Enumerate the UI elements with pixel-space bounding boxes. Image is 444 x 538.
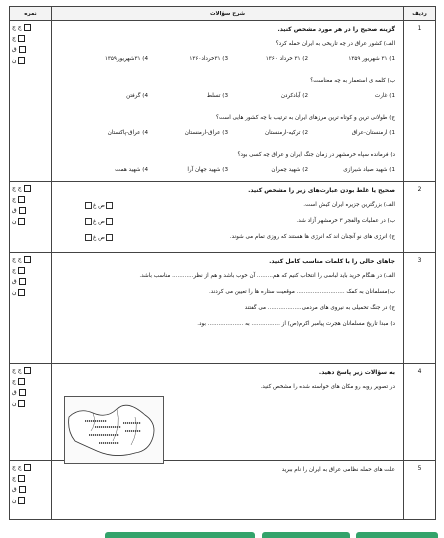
score-box — [10, 182, 52, 253]
true-false-checkboxes[interactable]: ص غ — [84, 234, 114, 242]
score-option[interactable]: ق — [12, 46, 26, 53]
checkbox-icon — [85, 234, 92, 241]
option[interactable]: 3) شهید جهان آرا — [187, 167, 228, 173]
question-row — [10, 364, 436, 461]
option[interactable]: 1) ارمنستان-عراق — [351, 130, 395, 136]
option[interactable]: 4) گرفتن — [126, 93, 148, 99]
option[interactable]: 3) عراق-ارمنستان — [184, 130, 228, 136]
fill-blank: الف) در هنگام خرید باید لباسی را انتخاب کنیم که هم......... آن خوب باشد و هم از نظر............ مناسب باشد. — [139, 273, 395, 279]
true-false-checkboxes[interactable]: ص غ — [84, 202, 114, 210]
score-option[interactable]: ج — [12, 475, 25, 482]
question-text: در تصویر روبه رو مکان های خواسته شده را مشخص کنید. — [260, 384, 395, 390]
option[interactable]: 2) شهید چمران — [271, 167, 308, 173]
score-option[interactable]: ن — [12, 289, 25, 296]
score-option[interactable]: ج — [12, 196, 25, 203]
question-text: علت های حمله نظامی عراق به ایران را نام ببرید — [281, 467, 395, 473]
question-row — [10, 253, 436, 364]
question-number: 3 — [404, 253, 436, 364]
header-radif: ردیف — [404, 7, 436, 21]
question-text: الف) کشور عراق در چه تاریخی به ایران حمله کرد؟ — [275, 41, 395, 47]
statement: ج) انرژی های نو آنچنان اند که انرژی ها هستند که روزی تمام می شوند. — [229, 234, 395, 240]
checkbox-icon — [106, 234, 113, 241]
question-text: ج) طولانی ترین و کوتاه ترین مرزهای ایران به ترتیب با چه کشور هایی است؟ — [216, 115, 395, 121]
question-title: صحیح یا غلط بودن عبارت‌های زیر را مشخص کنید. — [248, 187, 395, 194]
score-option[interactable]: ق — [12, 278, 26, 285]
option[interactable]: 4) ۳۱شهریور۱۳۵۹ — [104, 56, 148, 62]
question-title: جاهای خالی را با کلمات مناسب کامل کنید. — [269, 258, 395, 265]
option[interactable]: 4) شهید همت — [115, 167, 148, 173]
fill-blank: د) مبدا تاریخ مسلمانان هجرت پیامبر اکرم(ص) از ................ به .................... بود. — [197, 321, 395, 327]
score-box — [10, 364, 52, 461]
question-text: ب) کلمه ی استعمار به چه معناست؟ — [310, 78, 395, 84]
score-option[interactable]: ج ج — [12, 367, 31, 374]
bottom-tab[interactable] — [262, 532, 350, 538]
option[interactable]: 4) عراق-پاکستان — [107, 130, 148, 136]
option[interactable]: 2) ۳۱ خرداد ۱۳۶۰ — [265, 56, 308, 62]
true-false-checkboxes[interactable]: ص غ — [84, 218, 114, 226]
checkbox-icon — [85, 202, 92, 209]
score-box — [10, 461, 52, 520]
statement: ب) در عملیات والفجر ۳ خرمشهر آزاد شد. — [296, 218, 395, 224]
score-option[interactable]: ج — [12, 35, 25, 42]
question-row — [10, 21, 436, 182]
fill-blank: ب)مسلمانان به کمک ........................... موقعیت ستاره ها را تعیین می کردند. — [209, 289, 395, 295]
score-option[interactable]: ن — [12, 218, 25, 225]
score-option[interactable]: ق — [12, 207, 26, 214]
iran-map-image — [64, 396, 164, 464]
question-number: 5 — [404, 461, 436, 520]
header-row — [10, 7, 436, 21]
question-body — [52, 182, 404, 253]
option[interactable]: 1) ۳۱ شهریور ۱۳۵۹ — [348, 56, 395, 62]
question-number: 1 — [404, 21, 436, 182]
checkbox-icon — [106, 202, 113, 209]
option[interactable]: 1) شهید صیاد شیرازی — [343, 167, 395, 173]
score-box — [10, 253, 52, 364]
score-option[interactable]: ج ج — [12, 185, 31, 192]
question-body — [52, 364, 404, 461]
score-option[interactable]: ق — [12, 389, 26, 396]
fill-blank: ج) در جنگ تحمیلی به نیروی های مردمی................... می گفتند — [244, 305, 395, 311]
bottom-tab[interactable] — [356, 532, 438, 538]
option[interactable]: 2) آبادکردن — [280, 93, 308, 99]
score-option[interactable]: ج ج — [12, 256, 31, 263]
score-option[interactable]: ن — [12, 497, 25, 504]
header-score: نمره — [10, 7, 52, 21]
score-option[interactable]: ج — [12, 378, 25, 385]
question-text: د) فرمانده سپاه خرمشهر در زمان جنگ ایران و عراق چه کسی بود؟ — [237, 152, 395, 158]
question-row — [10, 182, 436, 253]
question-number: 2 — [404, 182, 436, 253]
score-option[interactable]: ج — [12, 267, 25, 274]
option[interactable]: 3) تسلط — [206, 93, 228, 99]
question-body — [52, 461, 404, 520]
question-title: به سؤالات زیر پاسخ دهید. — [318, 369, 395, 376]
score-option[interactable]: ج ج — [12, 464, 31, 471]
checkbox-icon — [85, 218, 92, 225]
option[interactable]: 3) ۳۱خرداد۱۳۶۰ — [189, 56, 228, 62]
option[interactable]: 2) ترکیه-ارمنستان — [265, 130, 308, 136]
checkbox-icon — [106, 218, 113, 225]
question-title: گزینه صحیح را در هر مورد مشخص کنید. — [277, 26, 395, 33]
question-number: 4 — [404, 364, 436, 461]
score-option[interactable]: ن — [12, 57, 25, 64]
bottom-tab[interactable] — [105, 532, 255, 538]
score-option[interactable]: ق — [12, 486, 26, 493]
score-box — [10, 21, 52, 182]
question-row — [10, 461, 436, 520]
exam-table — [9, 6, 436, 520]
header-question: شرح سؤالات — [52, 7, 404, 21]
question-body — [52, 253, 404, 364]
score-option[interactable]: ج ج — [12, 24, 31, 31]
statement: الف) بزرگترین جزیره ایران کیش است. — [303, 202, 395, 208]
question-body — [52, 21, 404, 182]
option[interactable]: 1) غارت — [374, 93, 395, 99]
score-option[interactable]: ن — [12, 400, 25, 407]
